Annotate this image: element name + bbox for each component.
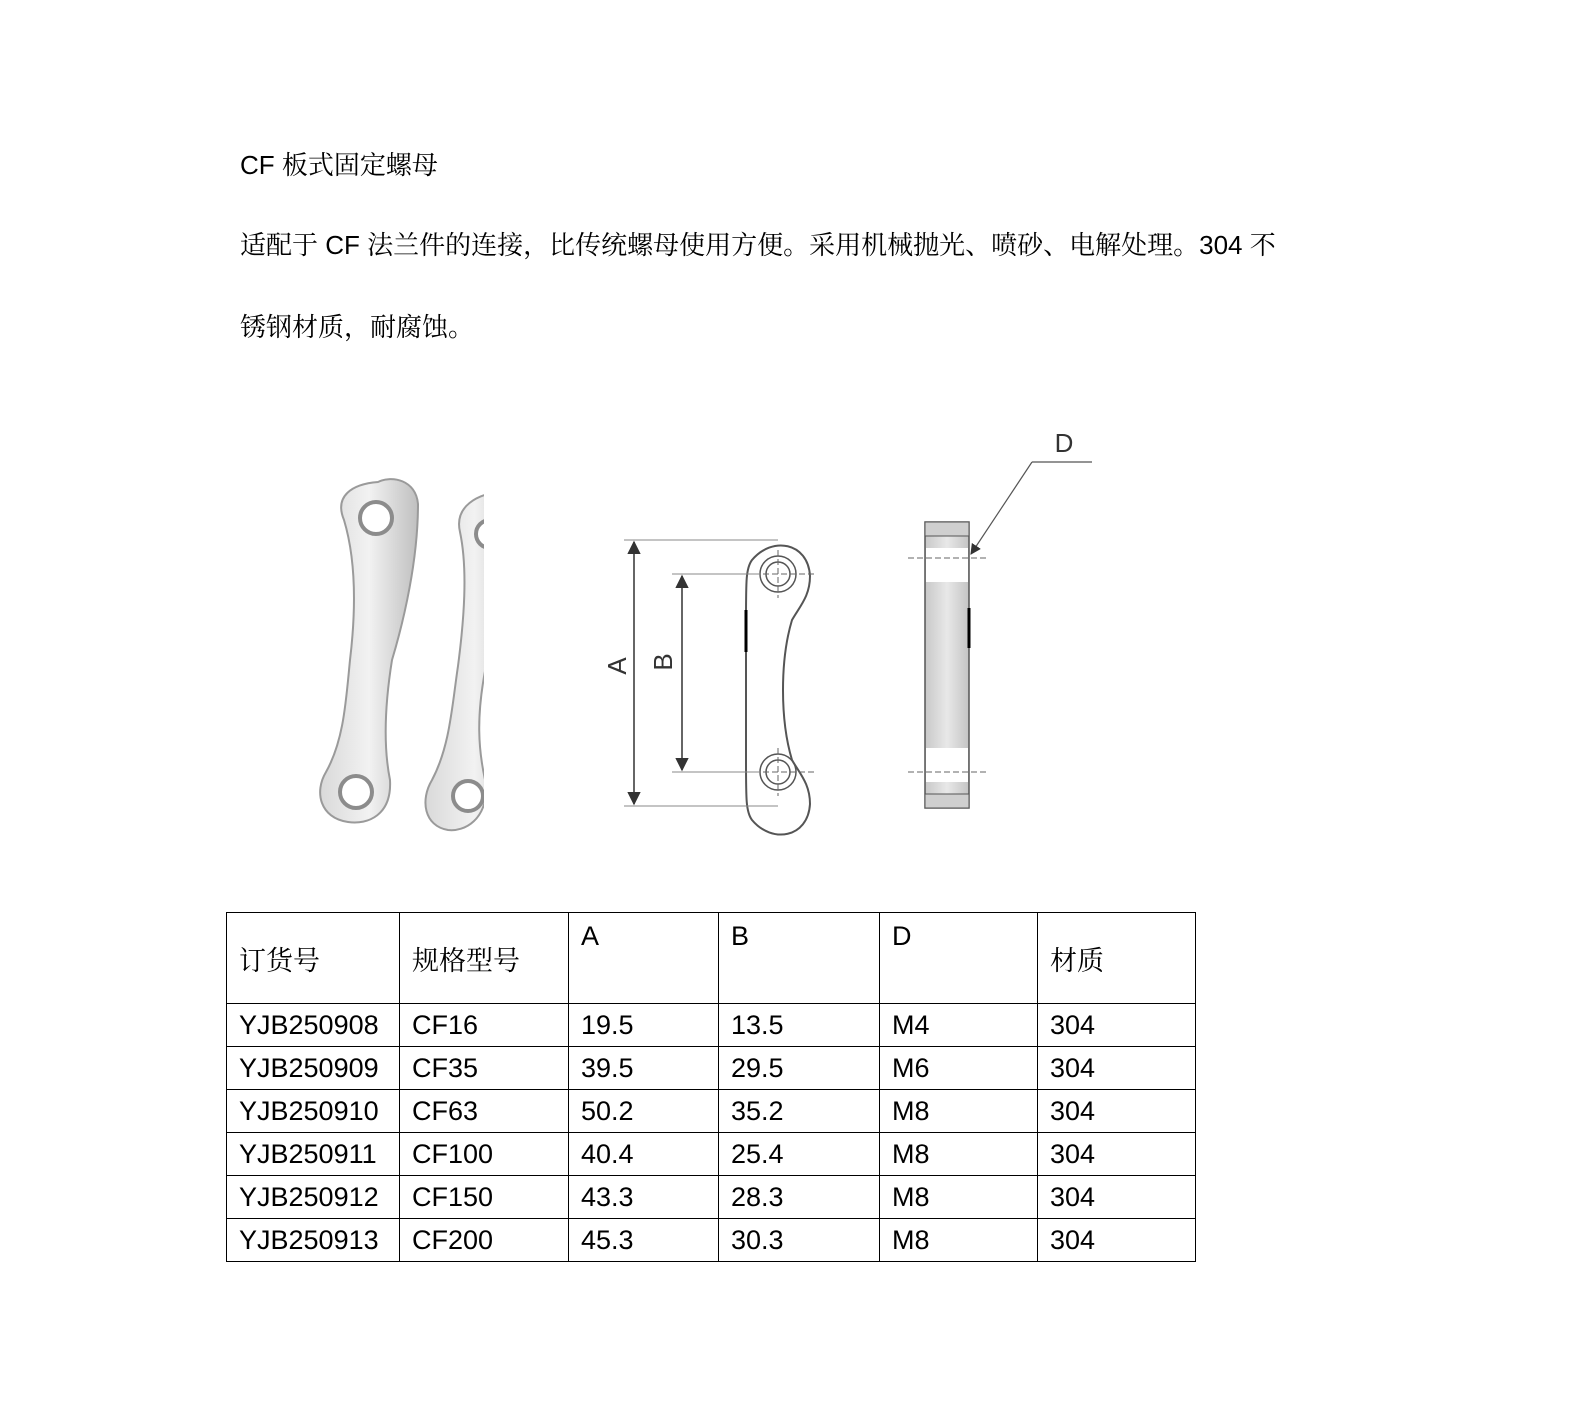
cell-b: 25.4 — [719, 1133, 880, 1176]
cell-d: M8 — [880, 1090, 1038, 1133]
cell-b: 28.3 — [719, 1176, 880, 1219]
cell-a: 43.3 — [569, 1176, 719, 1219]
cell-order-number: YJB250912 — [227, 1176, 400, 1219]
table-row — [227, 1090, 1196, 1133]
product-figure — [300, 420, 1120, 860]
photo-hole-bottom — [340, 776, 372, 808]
cell-d: M8 — [880, 1219, 1038, 1262]
cell-model: CF16 — [400, 1004, 569, 1047]
cell-material: 304 — [1038, 1176, 1196, 1219]
cell-d: M6 — [880, 1047, 1038, 1090]
table-row — [227, 1047, 1196, 1090]
table-row — [227, 1176, 1196, 1219]
dimension-a-label: A — [602, 657, 632, 675]
spec-table — [226, 912, 1196, 1262]
cell-material: 304 — [1038, 1133, 1196, 1176]
header-model: 规格型号 — [400, 913, 569, 1004]
front-view-drawing — [602, 540, 816, 835]
side-view-drawing — [908, 428, 1092, 808]
header-b: B — [719, 913, 880, 1004]
cell-order-number: YJB250908 — [227, 1004, 400, 1047]
cell-model: CF63 — [400, 1090, 569, 1133]
cell-model: CF150 — [400, 1176, 569, 1219]
cell-d: M8 — [880, 1133, 1038, 1176]
cell-d: M4 — [880, 1004, 1038, 1047]
cell-order-number: YJB250910 — [227, 1090, 400, 1133]
photo-hole-top — [360, 502, 392, 534]
description-line: 适配于 CF 法兰件的连接，比传统螺母使用方便。采用机械抛光、喷砂、电解处理。304 不 — [240, 230, 1276, 260]
header-d: D — [880, 913, 1038, 1004]
cell-d: M8 — [880, 1176, 1038, 1219]
product-photo — [320, 479, 523, 830]
table-row — [227, 1004, 1196, 1047]
cell-b: 35.2 — [719, 1090, 880, 1133]
cell-order-number: YJB250911 — [227, 1133, 400, 1176]
cell-model: CF35 — [400, 1047, 569, 1090]
product-description — [240, 228, 1360, 344]
table-row — [227, 1133, 1196, 1176]
cell-material: 304 — [1038, 1219, 1196, 1262]
cell-model: CF100 — [400, 1133, 569, 1176]
cell-order-number: YJB250909 — [227, 1047, 400, 1090]
cell-b: 29.5 — [719, 1047, 880, 1090]
header-a: A — [569, 913, 719, 1004]
page-title: CF 板式固定螺母 — [240, 150, 438, 180]
cell-order-number: YJB250913 — [227, 1219, 400, 1262]
cell-material: 304 — [1038, 1004, 1196, 1047]
description-line: 锈钢材质，耐腐蚀。 — [240, 312, 475, 342]
table-header-row — [227, 913, 1196, 1004]
header-material: 材质 — [1038, 913, 1196, 1004]
header-order-number: 订货号 — [227, 913, 400, 1004]
cell-b: 13.5 — [719, 1004, 880, 1047]
cell-a: 19.5 — [569, 1004, 719, 1047]
product-drawing — [300, 420, 1120, 860]
dimension-d-label: D — [1054, 428, 1074, 458]
cell-a: 45.3 — [569, 1219, 719, 1262]
cell-a: 50.2 — [569, 1090, 719, 1133]
table-row — [227, 1219, 1196, 1262]
cell-b: 30.3 — [719, 1219, 880, 1262]
cell-model: CF200 — [400, 1219, 569, 1262]
nut-plate-photo-back — [425, 491, 523, 830]
cell-material: 304 — [1038, 1047, 1196, 1090]
cell-a: 39.5 — [569, 1047, 719, 1090]
cell-material: 304 — [1038, 1090, 1196, 1133]
cell-a: 40.4 — [569, 1133, 719, 1176]
dimension-b-label: B — [648, 653, 678, 671]
